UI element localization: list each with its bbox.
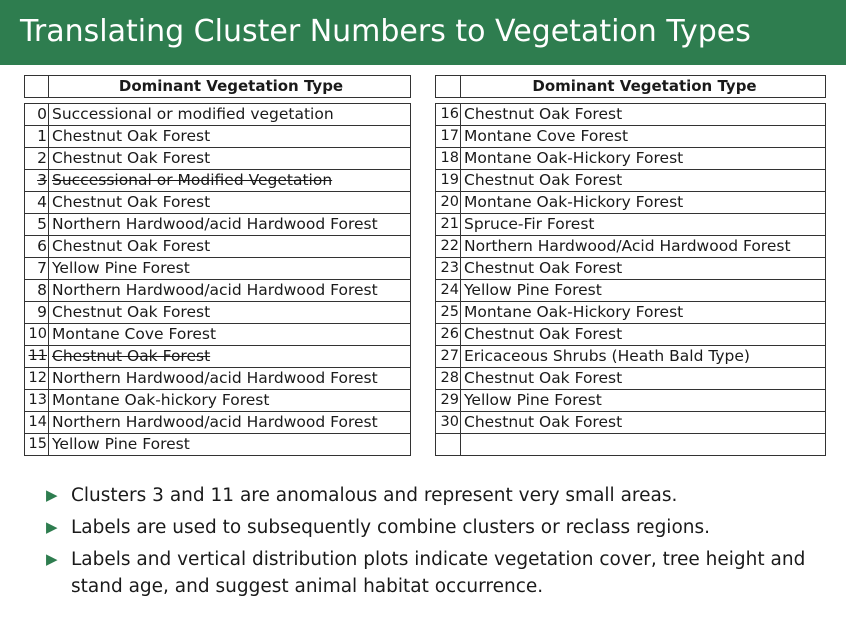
table-row xyxy=(436,214,826,236)
bullet-item xyxy=(44,546,824,600)
vegetation-type: Chestnut Oak Forest xyxy=(49,236,411,258)
vegetation-type: Northern Hardwood/acid Hardwood Forest xyxy=(49,214,411,236)
table-row xyxy=(25,104,411,126)
cluster-number: 1 xyxy=(25,126,49,148)
table-row xyxy=(25,126,411,148)
table-row xyxy=(436,390,826,412)
cluster-number: 15 xyxy=(25,434,49,456)
cluster-number: 25 xyxy=(436,302,461,324)
table-row xyxy=(436,280,826,302)
cluster-number: 2 xyxy=(25,148,49,170)
vegetation-type: Northern Hardwood/Acid Hardwood Forest xyxy=(461,236,826,258)
vegetation-type: Chestnut Oak Forest xyxy=(461,170,826,192)
vegetation-type: Chestnut Oak Forest xyxy=(461,412,826,434)
cluster-number xyxy=(436,434,461,456)
table-row xyxy=(25,412,411,434)
table-row xyxy=(436,324,826,346)
vegetation-type-header: Dominant Vegetation Type xyxy=(461,76,826,98)
table-header-row xyxy=(436,76,826,98)
table-row xyxy=(25,368,411,390)
cluster-number: 22 xyxy=(436,236,461,258)
vegetation-type: Chestnut Oak Forest xyxy=(49,148,411,170)
vegetation-type: Chestnut Oak Forest xyxy=(461,258,826,280)
cluster-number: 26 xyxy=(436,324,461,346)
table-row xyxy=(436,258,826,280)
table-row xyxy=(25,302,411,324)
table-row xyxy=(25,258,411,280)
table-row xyxy=(436,434,826,456)
cluster-number: 0 xyxy=(25,104,49,126)
cluster-number: 14 xyxy=(25,412,49,434)
table-row xyxy=(436,126,826,148)
vegetation-type: Successional or Modified Vegetation xyxy=(49,170,411,192)
table-row xyxy=(25,236,411,258)
table-row xyxy=(436,192,826,214)
table-row xyxy=(25,324,411,346)
vegetation-type: Yellow Pine Forest xyxy=(49,434,411,456)
bullet-text: Clusters 3 and 11 are anomalous and represent very small areas. xyxy=(71,485,678,506)
vegetation-type: Northern Hardwood/acid Hardwood Forest xyxy=(49,368,411,390)
number-header xyxy=(436,76,461,98)
triangle-right-icon: ▶ xyxy=(46,486,58,504)
bullet-text: Labels are used to subsequently combine clusters or reclass regions. xyxy=(71,517,711,538)
vegetation-type: Chestnut Oak Forest xyxy=(49,126,411,148)
cluster-number: 11 xyxy=(25,346,49,368)
cluster-number: 18 xyxy=(436,148,461,170)
slide-title: Translating Cluster Numbers to Vegetation Types xyxy=(20,14,751,49)
cluster-number: 23 xyxy=(436,258,461,280)
bullet-text: Labels and vertical distribution plots indicate vegetation cover, tree height and stand age, and suggest animal habitat occurrence. xyxy=(71,549,806,597)
cluster-number: 8 xyxy=(25,280,49,302)
vegetation-type xyxy=(461,434,826,456)
vegetation-type: Successional or modified vegetation xyxy=(49,104,411,126)
bullet-item xyxy=(44,482,824,509)
triangle-right-icon: ▶ xyxy=(46,550,58,568)
vegetation-type: Montane Cove Forest xyxy=(49,324,411,346)
cluster-number: 12 xyxy=(25,368,49,390)
vegetation-type: Montane Oak-Hickory Forest xyxy=(461,148,826,170)
cluster-number: 17 xyxy=(436,126,461,148)
cluster-number: 21 xyxy=(436,214,461,236)
bullet-list xyxy=(44,482,824,605)
table-header-row xyxy=(25,76,411,98)
vegetation-type: Montane Cove Forest xyxy=(461,126,826,148)
vegetation-type: Ericaceous Shrubs (Heath Bald Type) xyxy=(461,346,826,368)
bullet-item xyxy=(44,514,824,541)
vegetation-type: Chestnut Oak Forest xyxy=(49,346,411,368)
table-row xyxy=(436,236,826,258)
cluster-number: 24 xyxy=(436,280,461,302)
vegetation-type: Spruce-Fir Forest xyxy=(461,214,826,236)
table-row xyxy=(25,214,411,236)
vegetation-type: Northern Hardwood/acid Hardwood Forest xyxy=(49,280,411,302)
cluster-number: 7 xyxy=(25,258,49,280)
cluster-number: 13 xyxy=(25,390,49,412)
cluster-number: 3 xyxy=(25,170,49,192)
vegetation-type: Yellow Pine Forest xyxy=(49,258,411,280)
cluster-number: 19 xyxy=(436,170,461,192)
cluster-number: 28 xyxy=(436,368,461,390)
vegetation-type: Chestnut Oak Forest xyxy=(461,324,826,346)
vegetation-type: Chestnut Oak Forest xyxy=(461,368,826,390)
vegetation-type: Yellow Pine Forest xyxy=(461,390,826,412)
vegetation-type: Northern Hardwood/acid Hardwood Forest xyxy=(49,412,411,434)
number-header xyxy=(25,76,49,98)
cluster-number: 4 xyxy=(25,192,49,214)
vegetation-type: Montane Oak-hickory Forest xyxy=(49,390,411,412)
table-row xyxy=(436,104,826,126)
cluster-number: 30 xyxy=(436,412,461,434)
vegetation-type: Chestnut Oak Forest xyxy=(49,192,411,214)
triangle-right-icon: ▶ xyxy=(46,518,58,536)
table-row xyxy=(436,302,826,324)
table-row xyxy=(436,148,826,170)
vegetation-type: Yellow Pine Forest xyxy=(461,280,826,302)
table-row xyxy=(436,170,826,192)
table-row xyxy=(436,368,826,390)
vegetation-type: Chestnut Oak Forest xyxy=(461,104,826,126)
table-row xyxy=(25,346,411,368)
cluster-table-right xyxy=(435,75,826,456)
vegetation-type-header: Dominant Vegetation Type xyxy=(49,76,411,98)
vegetation-type: Montane Oak-Hickory Forest xyxy=(461,302,826,324)
table-row xyxy=(25,390,411,412)
cluster-number: 9 xyxy=(25,302,49,324)
cluster-number: 6 xyxy=(25,236,49,258)
cluster-number: 5 xyxy=(25,214,49,236)
table-row xyxy=(25,280,411,302)
title-bar xyxy=(0,0,846,65)
table-row xyxy=(25,434,411,456)
table-row xyxy=(436,346,826,368)
table-row xyxy=(25,148,411,170)
cluster-number: 20 xyxy=(436,192,461,214)
cluster-number: 10 xyxy=(25,324,49,346)
table-row xyxy=(25,192,411,214)
table-row xyxy=(25,170,411,192)
table-row xyxy=(436,412,826,434)
cluster-number: 27 xyxy=(436,346,461,368)
cluster-table-left xyxy=(24,75,411,456)
cluster-number: 16 xyxy=(436,104,461,126)
vegetation-type: Montane Oak-Hickory Forest xyxy=(461,192,826,214)
cluster-number: 29 xyxy=(436,390,461,412)
vegetation-type: Chestnut Oak Forest xyxy=(49,302,411,324)
